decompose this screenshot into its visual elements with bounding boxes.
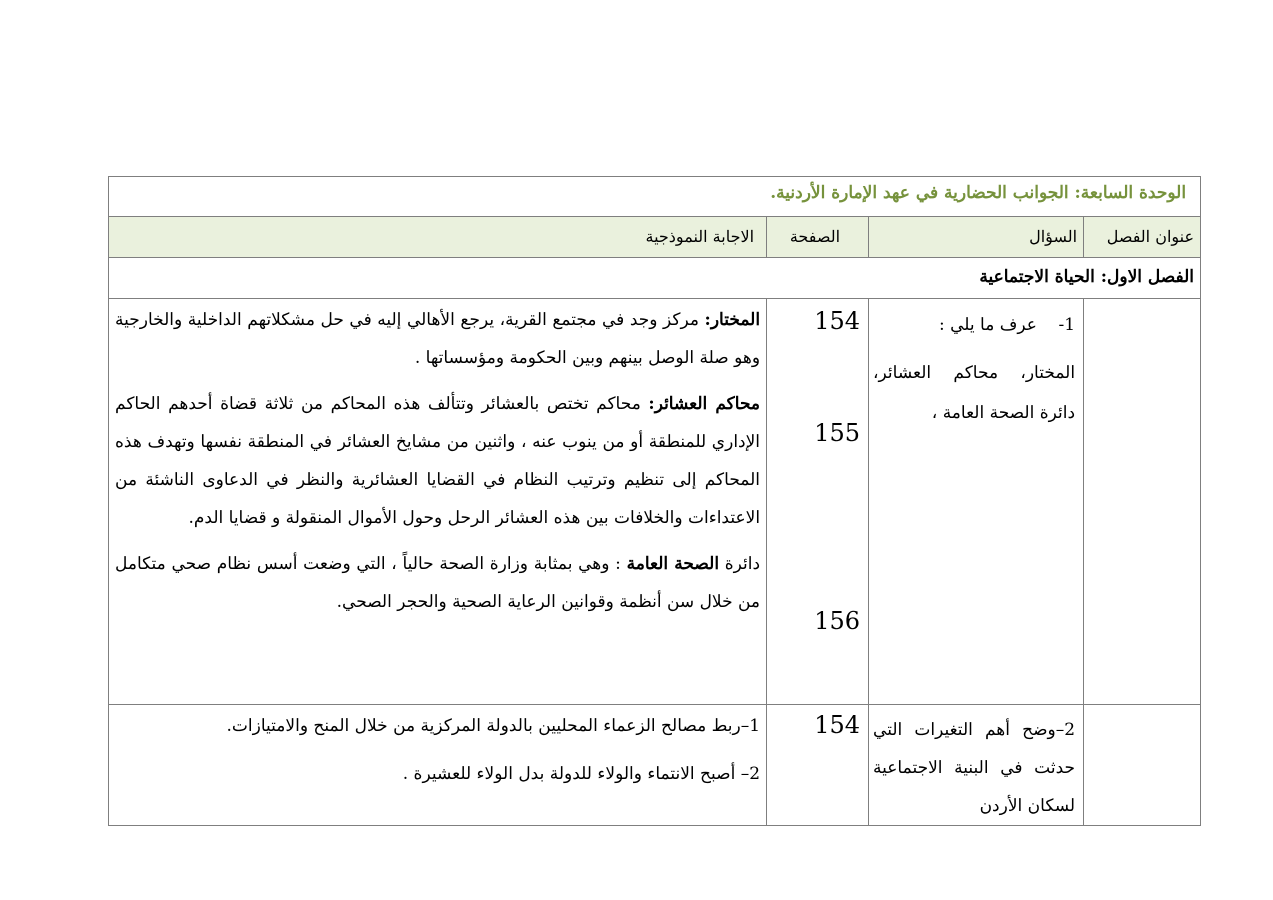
answer-prefix: دائرة	[719, 554, 761, 574]
answer-item: 2– أصبح الانتماء والولاء للدولة بدل الولاء للعشيرة .	[402, 764, 761, 784]
answer-cell	[109, 299, 767, 705]
header-row	[109, 217, 1201, 258]
answer-paragraph	[115, 545, 760, 621]
page-cell	[767, 705, 869, 826]
page-number: 155	[814, 419, 861, 447]
answer-term: محاكم العشائر:	[648, 394, 761, 414]
chapter-cell-empty	[1084, 705, 1201, 826]
page-number: 154	[814, 307, 861, 335]
question-heading: 1- عرف ما يلي :	[938, 315, 1076, 335]
chapter-row	[109, 258, 1201, 299]
answer-paragraph	[115, 301, 760, 377]
page-cell	[767, 299, 869, 705]
chapter-title: الفصل الاول: الحياة الاجتماعية	[109, 258, 1201, 299]
curriculum-table	[108, 176, 1201, 826]
question-cell	[869, 299, 1084, 705]
header-chapter-title: عنوان الفصل	[1084, 217, 1201, 258]
unit-title: الوحدة السابعة: الجوانب الحضارية في عهد الإمارة الأردنية.	[109, 177, 1201, 217]
chapter-cell-empty	[1084, 299, 1201, 705]
question-text: المختار، محاكم العشائر، دائرة الصحة العامة ،	[873, 363, 1076, 423]
header-model-answer: الاجابة النموذجية	[109, 217, 767, 258]
answer-term: الصحة العامة	[626, 554, 720, 574]
answer-cell	[109, 705, 767, 826]
answer-text: : وهي بمثابة وزارة الصحة حالياً ، التي وضعت أسس نظام صحي متكامل من خلال سن أنظمة وقوانين الرعاية الصحية والحجر الصحي.	[115, 554, 761, 612]
header-question: السؤال	[869, 217, 1084, 258]
table-row	[109, 705, 1201, 826]
answer-term: المختار:	[704, 310, 761, 330]
page-number: 156	[814, 607, 861, 635]
answer-text: محاكم تختص بالعشائر وتتألف هذه المحاكم من ثلاثة قضاة أحدهم الحاكم الإداري للمنطقة أو من ينوب عنه ، واثنين من مشايخ العشائر في المنطقة نفسها وتهدف هذه المحاكم إلى تنظيم وترتيب النظام في القضايا العشائرية والنظر في الدعاوى الناشئة من الاعتداءات والخلافات بين هذه العشائر الرحل وحول الأموال المنقولة و قضايا الدم.	[115, 394, 761, 528]
table-row	[109, 299, 1201, 705]
header-page: الصفحة	[767, 217, 869, 258]
answer-text: مركز وجد في مجتمع القرية، يرجع الأهالي إليه في حل مشكلاتهم الداخلية والخارجية وهو صلة الوصل بينهم وبين الحكومة ومؤسساتها .	[115, 310, 761, 368]
answer-item: 1–ربط مصالح الزعماء المحليين بالدولة المركزية من خلال المنح والامتيازات.	[226, 716, 761, 736]
question-cell	[869, 705, 1084, 826]
question-text: 2–وضح أهم التغيرات التي حدثت في البنية الاجتماعية لسكان الأردن	[873, 720, 1076, 816]
unit-title-row	[109, 177, 1201, 217]
page-number: 154	[814, 711, 861, 739]
answer-paragraph	[115, 385, 760, 537]
